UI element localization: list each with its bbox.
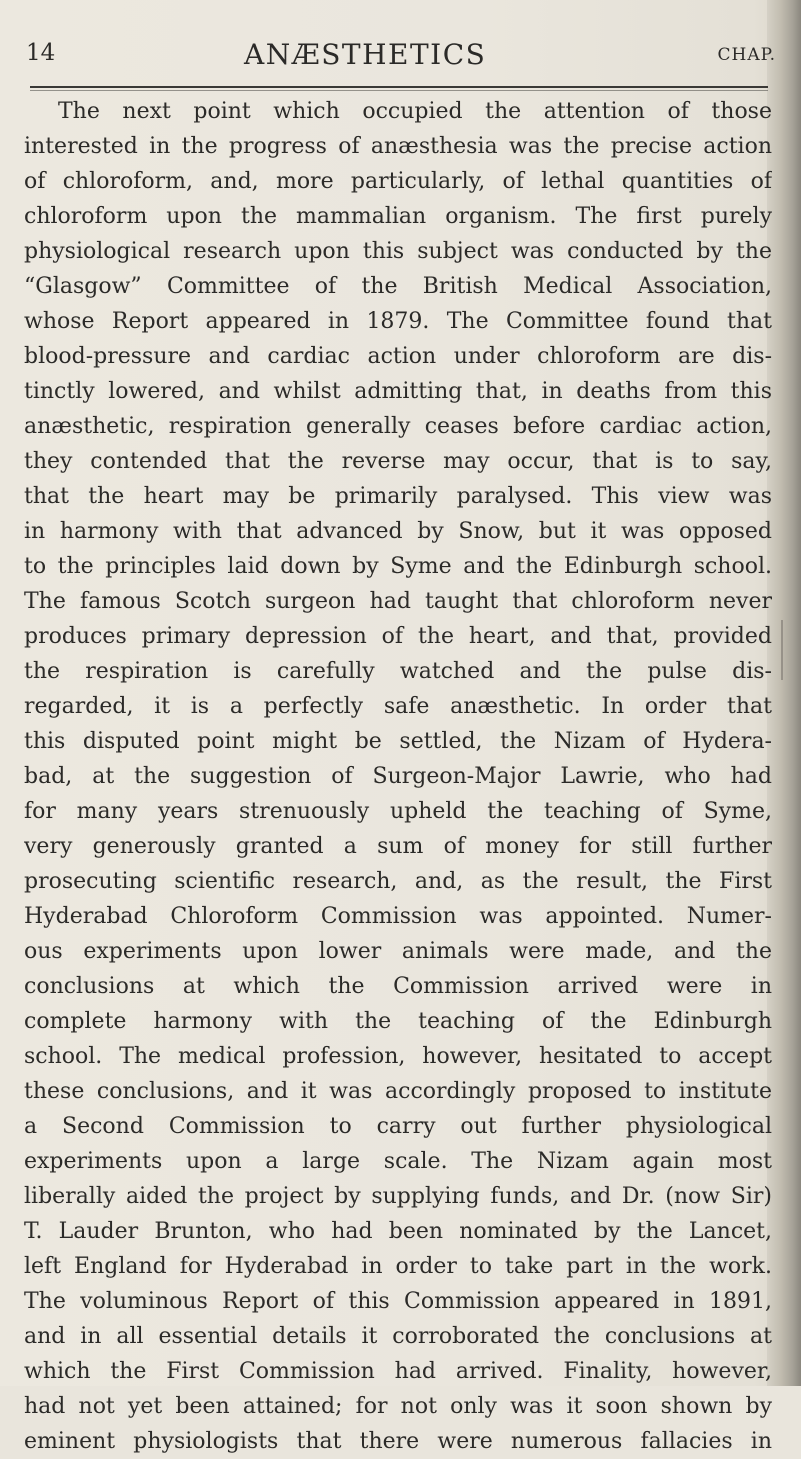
text-line: blood-pressure and cardiac action under chloroform are dis- [24, 344, 772, 369]
text-line: ous experiments upon lower animals were made, and the [24, 939, 772, 964]
text-line: the respiration is carefully watched and the pulse dis- [24, 659, 772, 684]
text-line: whose Report appeared in 1879. The Committee found that [24, 309, 772, 334]
text-line: tinctly lowered, and whilst admitting that, in deaths from this [24, 379, 772, 404]
text-line: to the principles laid down by Syme and the Edinburgh school. [24, 554, 772, 579]
text-line: of chloroform, and, more particularly, of lethal quantities of [24, 169, 772, 194]
text-line: that the heart may be primarily paralysed. This view was [24, 484, 772, 509]
text-line: left England for Hyderabad in order to take part in the work. [24, 1254, 772, 1279]
text-line: The voluminous Report of this Commission appeared in 1891, [24, 1289, 772, 1314]
text-line: The famous Scotch surgeon had taught that chloroform never [24, 589, 772, 614]
text-line: very generously granted a sum of money for still further [24, 834, 772, 859]
page-edge-shadow [767, 0, 801, 1386]
text-line: interested in the progress of anæsthesia was the precise action [24, 134, 772, 159]
text-line: bad, at the suggestion of Surgeon-Major Lawrie, who had [24, 764, 772, 789]
text-line: they contended that the reverse may occur, that is to say, [24, 449, 772, 474]
text-line: chloroform upon the mammalian organism. The first purely [24, 204, 772, 229]
body-paragraph [24, 94, 772, 1459]
text-line: anæsthetic, respiration generally ceases before cardiac action, [24, 414, 772, 439]
page-number: 14 [26, 40, 56, 66]
running-title: ANÆSTHETICS [244, 38, 487, 71]
text-line: The next point which occupied the attention of those [58, 99, 772, 124]
running-header [26, 38, 776, 78]
text-line: T. Lauder Brunton, who had been nominated by the Lancet, [24, 1219, 772, 1244]
text-line: regarded, it is a perfectly safe anæsthetic. In order that [24, 694, 772, 719]
text-line: prosecuting scientific research, and, as the result, the First [24, 869, 772, 894]
header-rule [30, 86, 768, 88]
text-line: physiological research upon this subject was conducted by the [24, 239, 772, 264]
text-line: for many years strenuously upheld the teaching of Syme, [24, 799, 772, 824]
text-line: liberally aided the project by supplying funds, and Dr. (now Sir) [24, 1184, 772, 1209]
text-line: this disputed point might be settled, the Nizam of Hydera- [24, 729, 772, 754]
text-line: school. The medical profession, however, hesitated to accept [24, 1044, 772, 1069]
header-rule-thin [30, 90, 768, 91]
text-line: had not yet been attained; for not only was it soon shown by [24, 1394, 772, 1419]
text-line: which the First Commission had arrived. Finality, however, [24, 1359, 772, 1384]
text-line: produces primary depression of the heart, and that, provided [24, 624, 772, 649]
chapter-label: CHAP. [717, 45, 776, 65]
text-line: eminent physiologists that there were numerous fallacies in [24, 1429, 772, 1454]
page-edge-mark [781, 620, 783, 680]
text-line: conclusions at which the Commission arrived were in [24, 974, 772, 999]
text-line: and in all essential details it corroborated the conclusions at [24, 1324, 772, 1349]
text-line: a Second Commission to carry out further physiological [24, 1114, 772, 1139]
text-line: in harmony with that advanced by Snow, but it was opposed [24, 519, 772, 544]
text-line: these conclusions, and it was accordingly proposed to institute [24, 1079, 772, 1104]
text-line: experiments upon a large scale. The Nizam again most [24, 1149, 772, 1174]
text-line: “Glasgow” Committee of the British Medical Association, [24, 274, 772, 299]
text-line: complete harmony with the teaching of the Edinburgh [24, 1009, 772, 1034]
text-line: Hyderabad Chloroform Commission was appointed. Numer- [24, 904, 772, 929]
